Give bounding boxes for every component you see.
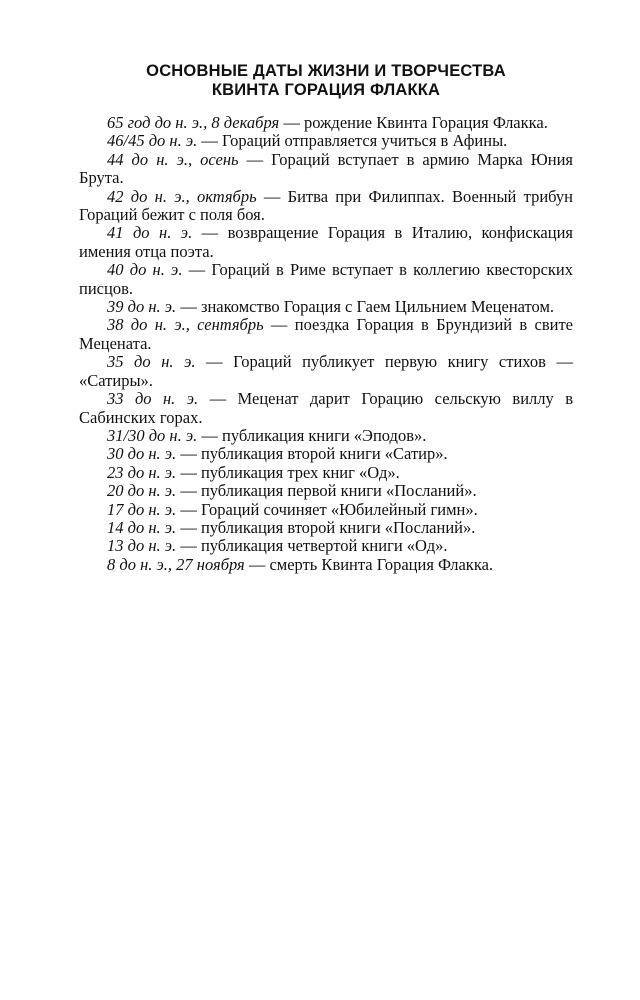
entry-text: — знакомство Горация с Гаем Цильнием Меценатом. <box>176 297 555 317</box>
entry-text: — Гораций вступает в армию Марка Юния Брута. <box>79 149 574 188</box>
chronology-entry <box>79 482 573 500</box>
entry-date: 41 до н. э. <box>107 223 193 243</box>
chronology-entry <box>79 316 573 353</box>
entry-text: — Гораций отправляется учиться в Афины. <box>197 131 508 151</box>
chronology-entry <box>79 519 573 537</box>
entry-text: — возвращение Горация в Италию, конфискация имения отца поэта. <box>79 223 574 261</box>
chronology-entry <box>79 114 573 132</box>
entry-text: — смерть Квинта Горация Флакка. <box>244 554 494 574</box>
entry-date: 42 до н. э., октябрь <box>107 186 257 206</box>
entry-text: — публикация второй книги «Сатир». <box>176 444 448 464</box>
entry-text: — публикация второй книги «Посланий». <box>176 517 476 537</box>
chronology-list <box>79 114 573 574</box>
chronology-entry <box>79 188 573 225</box>
entry-date: 33 до н. э. <box>107 389 199 409</box>
entry-date: 40 до н. э. <box>107 260 183 280</box>
document-page <box>79 62 573 574</box>
entry-text: — публикация трех книг «Од». <box>176 462 400 482</box>
entry-date: 38 до н. э., сентябрь <box>107 315 264 335</box>
entry-date: 44 до н. э., осень <box>107 149 239 169</box>
page-title-line-1: ОСНОВНЫЕ ДАТЫ ЖИЗНИ И ТВОРЧЕСТВА <box>146 62 506 80</box>
chronology-entry <box>79 427 573 445</box>
entry-date: 30 до н. э. <box>107 444 177 464</box>
chronology-entry <box>79 353 573 390</box>
entry-date: 17 до н. э. <box>107 499 177 519</box>
entry-text: — публикация книги «Эподов». <box>197 425 427 445</box>
entry-text: — Меценат дарит Горацию сельскую виллу в Сабинских горах. <box>79 389 573 427</box>
entry-date: 35 до н. э. <box>107 352 196 372</box>
chronology-entry <box>79 537 573 555</box>
entry-text: — публикация первой книги «Посланий». <box>176 481 477 501</box>
entry-text: — Битва при Филиппах. Военный трибун Гораций бежит с поля боя. <box>79 186 573 225</box>
chronology-entry <box>79 298 573 316</box>
entry-text: — поездка Горация в Брундизий в свите Мецената. <box>79 315 573 353</box>
entry-date: 39 до н. э. <box>107 297 177 317</box>
entry-date: 23 до н. э. <box>107 462 177 482</box>
chronology-entry <box>79 464 573 482</box>
chronology-entry <box>79 501 573 519</box>
entry-text: — Гораций публикует первую книгу стихов — «Сатиры». <box>79 352 574 390</box>
entry-date: 65 год до н. э., 8 декабря <box>107 113 280 132</box>
entry-text: — публикация четвертой книги «Од». <box>176 536 448 556</box>
chronology-entry <box>79 556 573 574</box>
entry-date: 20 до н. э. <box>107 481 177 501</box>
chronology-entry <box>79 261 573 298</box>
chronology-entry <box>79 224 573 261</box>
entry-text: — Гораций в Риме вступает в коллегию квесторских писцов. <box>79 260 574 298</box>
entry-date: 8 до н. э., 27 ноября <box>107 554 245 574</box>
entry-date: 13 до н. э. <box>107 536 177 556</box>
chronology-entry <box>79 390 573 427</box>
entry-text: — Гораций сочиняет «Юбилейный гимн». <box>176 499 478 519</box>
entry-text: — рождение Квинта Горация Флакка. <box>279 113 548 132</box>
chronology-entry <box>79 151 573 188</box>
entry-date: 14 до н. э. <box>107 517 177 537</box>
page-title-line-2: КВИНТА ГОРАЦИЯ ФЛАККА <box>211 81 441 99</box>
chronology-entry <box>79 445 573 463</box>
entry-date: 31/30 до н. э. <box>107 425 198 445</box>
chronology-entry <box>79 132 573 150</box>
entry-date: 46/45 до н. э. <box>107 131 198 151</box>
page-title <box>79 62 573 100</box>
